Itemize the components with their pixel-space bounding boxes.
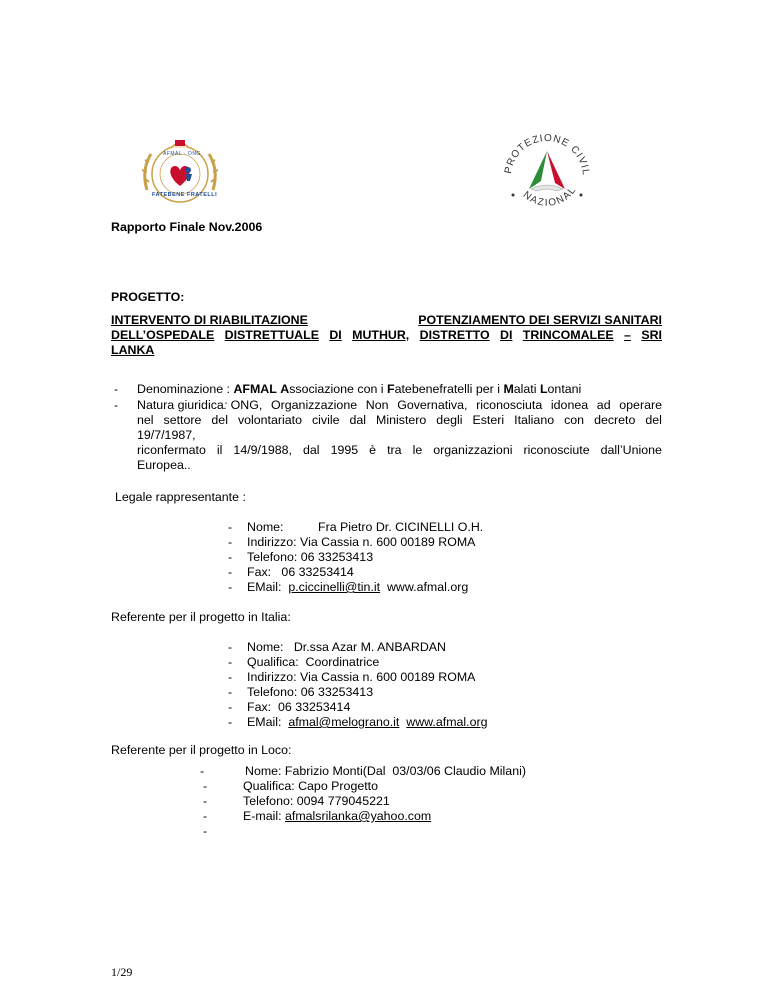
word: Organizzazione bbox=[271, 398, 358, 412]
italia-nome: Nome: Dr.ssa Azar M. ANBARDAN bbox=[247, 640, 446, 654]
bullet-dash: - bbox=[203, 779, 208, 793]
loco-telefono: Telefono: 0094 779045221 bbox=[243, 794, 390, 808]
bullet-dash: - bbox=[228, 565, 233, 579]
legale-web: www.afmal.org bbox=[380, 580, 469, 594]
word: dal bbox=[349, 413, 367, 427]
bullet-dash: - bbox=[114, 382, 119, 396]
natura-line4 bbox=[137, 443, 662, 458]
project-heading bbox=[111, 313, 662, 358]
acronym-letter: F bbox=[387, 382, 395, 396]
heading-word: DI bbox=[329, 328, 342, 342]
bullet-dash: - bbox=[228, 580, 233, 594]
project-heading-line3: LANKA bbox=[111, 343, 155, 357]
acronym-letter: L bbox=[539, 382, 548, 396]
word: Governativa, bbox=[397, 398, 468, 412]
word: decreto bbox=[594, 413, 636, 427]
word: del bbox=[645, 413, 662, 427]
word: organizzazioni bbox=[433, 443, 513, 457]
word: tra bbox=[387, 443, 402, 457]
heading-word: DISTRETTO bbox=[419, 328, 490, 342]
afmal-logo bbox=[135, 130, 225, 220]
svg-text:PROTEZIONE CIVILE bbox=[497, 125, 591, 176]
word: riconosciute bbox=[523, 443, 590, 457]
italia-email-link[interactable]: afmal@melograno.it bbox=[288, 715, 400, 729]
legale-telefono: Telefono: 06 33253413 bbox=[247, 550, 374, 564]
heading-word: DELL’OSPEDALE bbox=[111, 328, 215, 342]
project-heading-line2 bbox=[111, 328, 662, 343]
word: Esteri bbox=[472, 413, 505, 427]
italia-qualifica: Qualifica: Coordinatrice bbox=[247, 655, 380, 669]
natura-label: Natura giuridica bbox=[137, 398, 224, 412]
heading-word: DISTRETTUALE bbox=[224, 328, 319, 342]
project-heading-part1: INTERVENTO DI RIABILITAZIONE bbox=[111, 313, 308, 327]
bullet-dash: - bbox=[228, 670, 233, 684]
bullet-dash: - bbox=[228, 685, 233, 699]
protezione-logo-bottom-text: NAZIONAL bbox=[520, 184, 579, 209]
italia-email-row bbox=[247, 715, 488, 729]
bullet-dash: - bbox=[114, 398, 119, 412]
word: nel bbox=[137, 413, 154, 427]
bullet-dash: - bbox=[203, 794, 208, 808]
word: operare bbox=[619, 398, 662, 412]
italia-heading: Referente per il progetto in Italia: bbox=[111, 610, 291, 624]
bullet-dash: - bbox=[228, 535, 233, 549]
word: civile bbox=[311, 413, 340, 427]
loco-heading: Referente per il progetto in Loco: bbox=[111, 743, 292, 757]
natura-giuridica bbox=[137, 398, 662, 473]
acronym-letter: M bbox=[503, 382, 514, 396]
text-part: ontani bbox=[547, 382, 582, 396]
word: idonea bbox=[550, 398, 589, 412]
bullet-dash: - bbox=[228, 655, 233, 669]
natura-line5: Europea.. bbox=[137, 458, 191, 472]
bullet-dash: - bbox=[228, 700, 233, 714]
word: 14/9/1988, bbox=[233, 443, 292, 457]
email-label: E-mail: bbox=[243, 809, 285, 823]
heading-word: TRINCOMALEE bbox=[522, 328, 614, 342]
denominazione-label: Denominazione : bbox=[137, 382, 234, 396]
loco-email-link[interactable]: afmalsrilanka@yahoo.com bbox=[285, 809, 432, 823]
report-title: Rapporto Finale Nov.2006 bbox=[111, 220, 263, 234]
acronym: AFMAL bbox=[233, 382, 277, 396]
natura-colon: : bbox=[223, 398, 231, 412]
bullet-dash: - bbox=[228, 640, 233, 654]
word: riconosciuta bbox=[476, 398, 543, 412]
project-label: PROGETTO: bbox=[111, 290, 185, 304]
heading-word: DI bbox=[500, 328, 513, 342]
afmal-logo-bottom-text: FATEBENE FRATELLI bbox=[152, 192, 218, 198]
legale-heading: Legale rappresentante : bbox=[115, 490, 246, 504]
bullet-dash: - bbox=[203, 809, 208, 823]
word: degli bbox=[436, 413, 463, 427]
word: le bbox=[412, 443, 423, 457]
italia-indirizzo: Indirizzo: Via Cassia n. 600 00189 ROMA bbox=[247, 670, 476, 684]
denominazione bbox=[137, 382, 662, 397]
italia-web-link[interactable]: www.afmal.org bbox=[406, 715, 488, 729]
word: Italiano bbox=[514, 413, 555, 427]
bullet-dash: - bbox=[203, 824, 208, 838]
word: volontariato bbox=[237, 413, 302, 427]
email-label: EMail: bbox=[247, 715, 289, 729]
word: con bbox=[564, 413, 585, 427]
word: riconfermato bbox=[137, 443, 206, 457]
word: 1995 bbox=[330, 443, 359, 457]
word: dal bbox=[303, 443, 320, 457]
text-part: ssociazione con i bbox=[289, 382, 388, 396]
bullet-dash: - bbox=[228, 550, 233, 564]
loco-qualifica: Qualifica: Capo Progetto bbox=[243, 779, 378, 793]
protezione-civile-logo bbox=[497, 125, 597, 217]
legale-indirizzo: Indirizzo: Via Cassia n. 600 00189 ROMA bbox=[247, 535, 476, 549]
bullet-dash: - bbox=[228, 520, 233, 534]
word: settore bbox=[163, 413, 202, 427]
email-label: EMail: bbox=[247, 580, 289, 594]
text-part: alati bbox=[513, 382, 540, 396]
word: il bbox=[216, 443, 223, 457]
legale-fax: Fax: 06 33253414 bbox=[247, 565, 354, 579]
legale-email-row bbox=[247, 580, 468, 594]
natura-line3: 19/7/1987, bbox=[137, 428, 196, 442]
loco-email-row bbox=[243, 809, 431, 823]
natura-line2 bbox=[137, 413, 662, 428]
bullet-dash: - bbox=[200, 764, 205, 778]
natura-line1 bbox=[137, 398, 662, 413]
word: ONG, bbox=[230, 398, 263, 412]
word: dall’Unione bbox=[600, 443, 662, 457]
legale-email-link[interactable]: p.ciccinelli@tin.it bbox=[288, 580, 381, 594]
word: Non bbox=[365, 398, 389, 412]
word: Ministero bbox=[376, 413, 427, 427]
heading-word: MUTHUR, bbox=[352, 328, 410, 342]
heading-word: – bbox=[624, 328, 631, 342]
word: del bbox=[211, 413, 228, 427]
italia-telefono: Telefono: 06 33253413 bbox=[247, 685, 374, 699]
natura-label-group bbox=[137, 398, 262, 413]
legale-nome-label: Nome: bbox=[247, 520, 284, 534]
page-number: 1/29 bbox=[111, 965, 133, 979]
text-part: atebenefratelli per i bbox=[394, 382, 504, 396]
acronym-letter: A bbox=[280, 382, 290, 396]
legale-nome: Fra Pietro Dr. CICINELLI O.H. bbox=[318, 520, 484, 534]
afmal-logo-top-text: AFMAL · ONG bbox=[163, 151, 201, 157]
loco-nome: Nome: Fabrizio Monti(Dal 03/03/06 Claudio Milani) bbox=[245, 764, 526, 778]
word: è bbox=[369, 443, 377, 457]
protezione-logo-top-text: PROTEZIONE CIVIL bbox=[503, 132, 592, 177]
bullet-dash: - bbox=[228, 715, 233, 729]
word: ad bbox=[596, 398, 611, 412]
project-heading-part2: POTENZIAMENTO DEI SERVIZI SANITARI bbox=[418, 313, 662, 327]
heading-word: SRI bbox=[641, 328, 662, 342]
italia-fax: Fax: 06 33253414 bbox=[247, 700, 351, 714]
